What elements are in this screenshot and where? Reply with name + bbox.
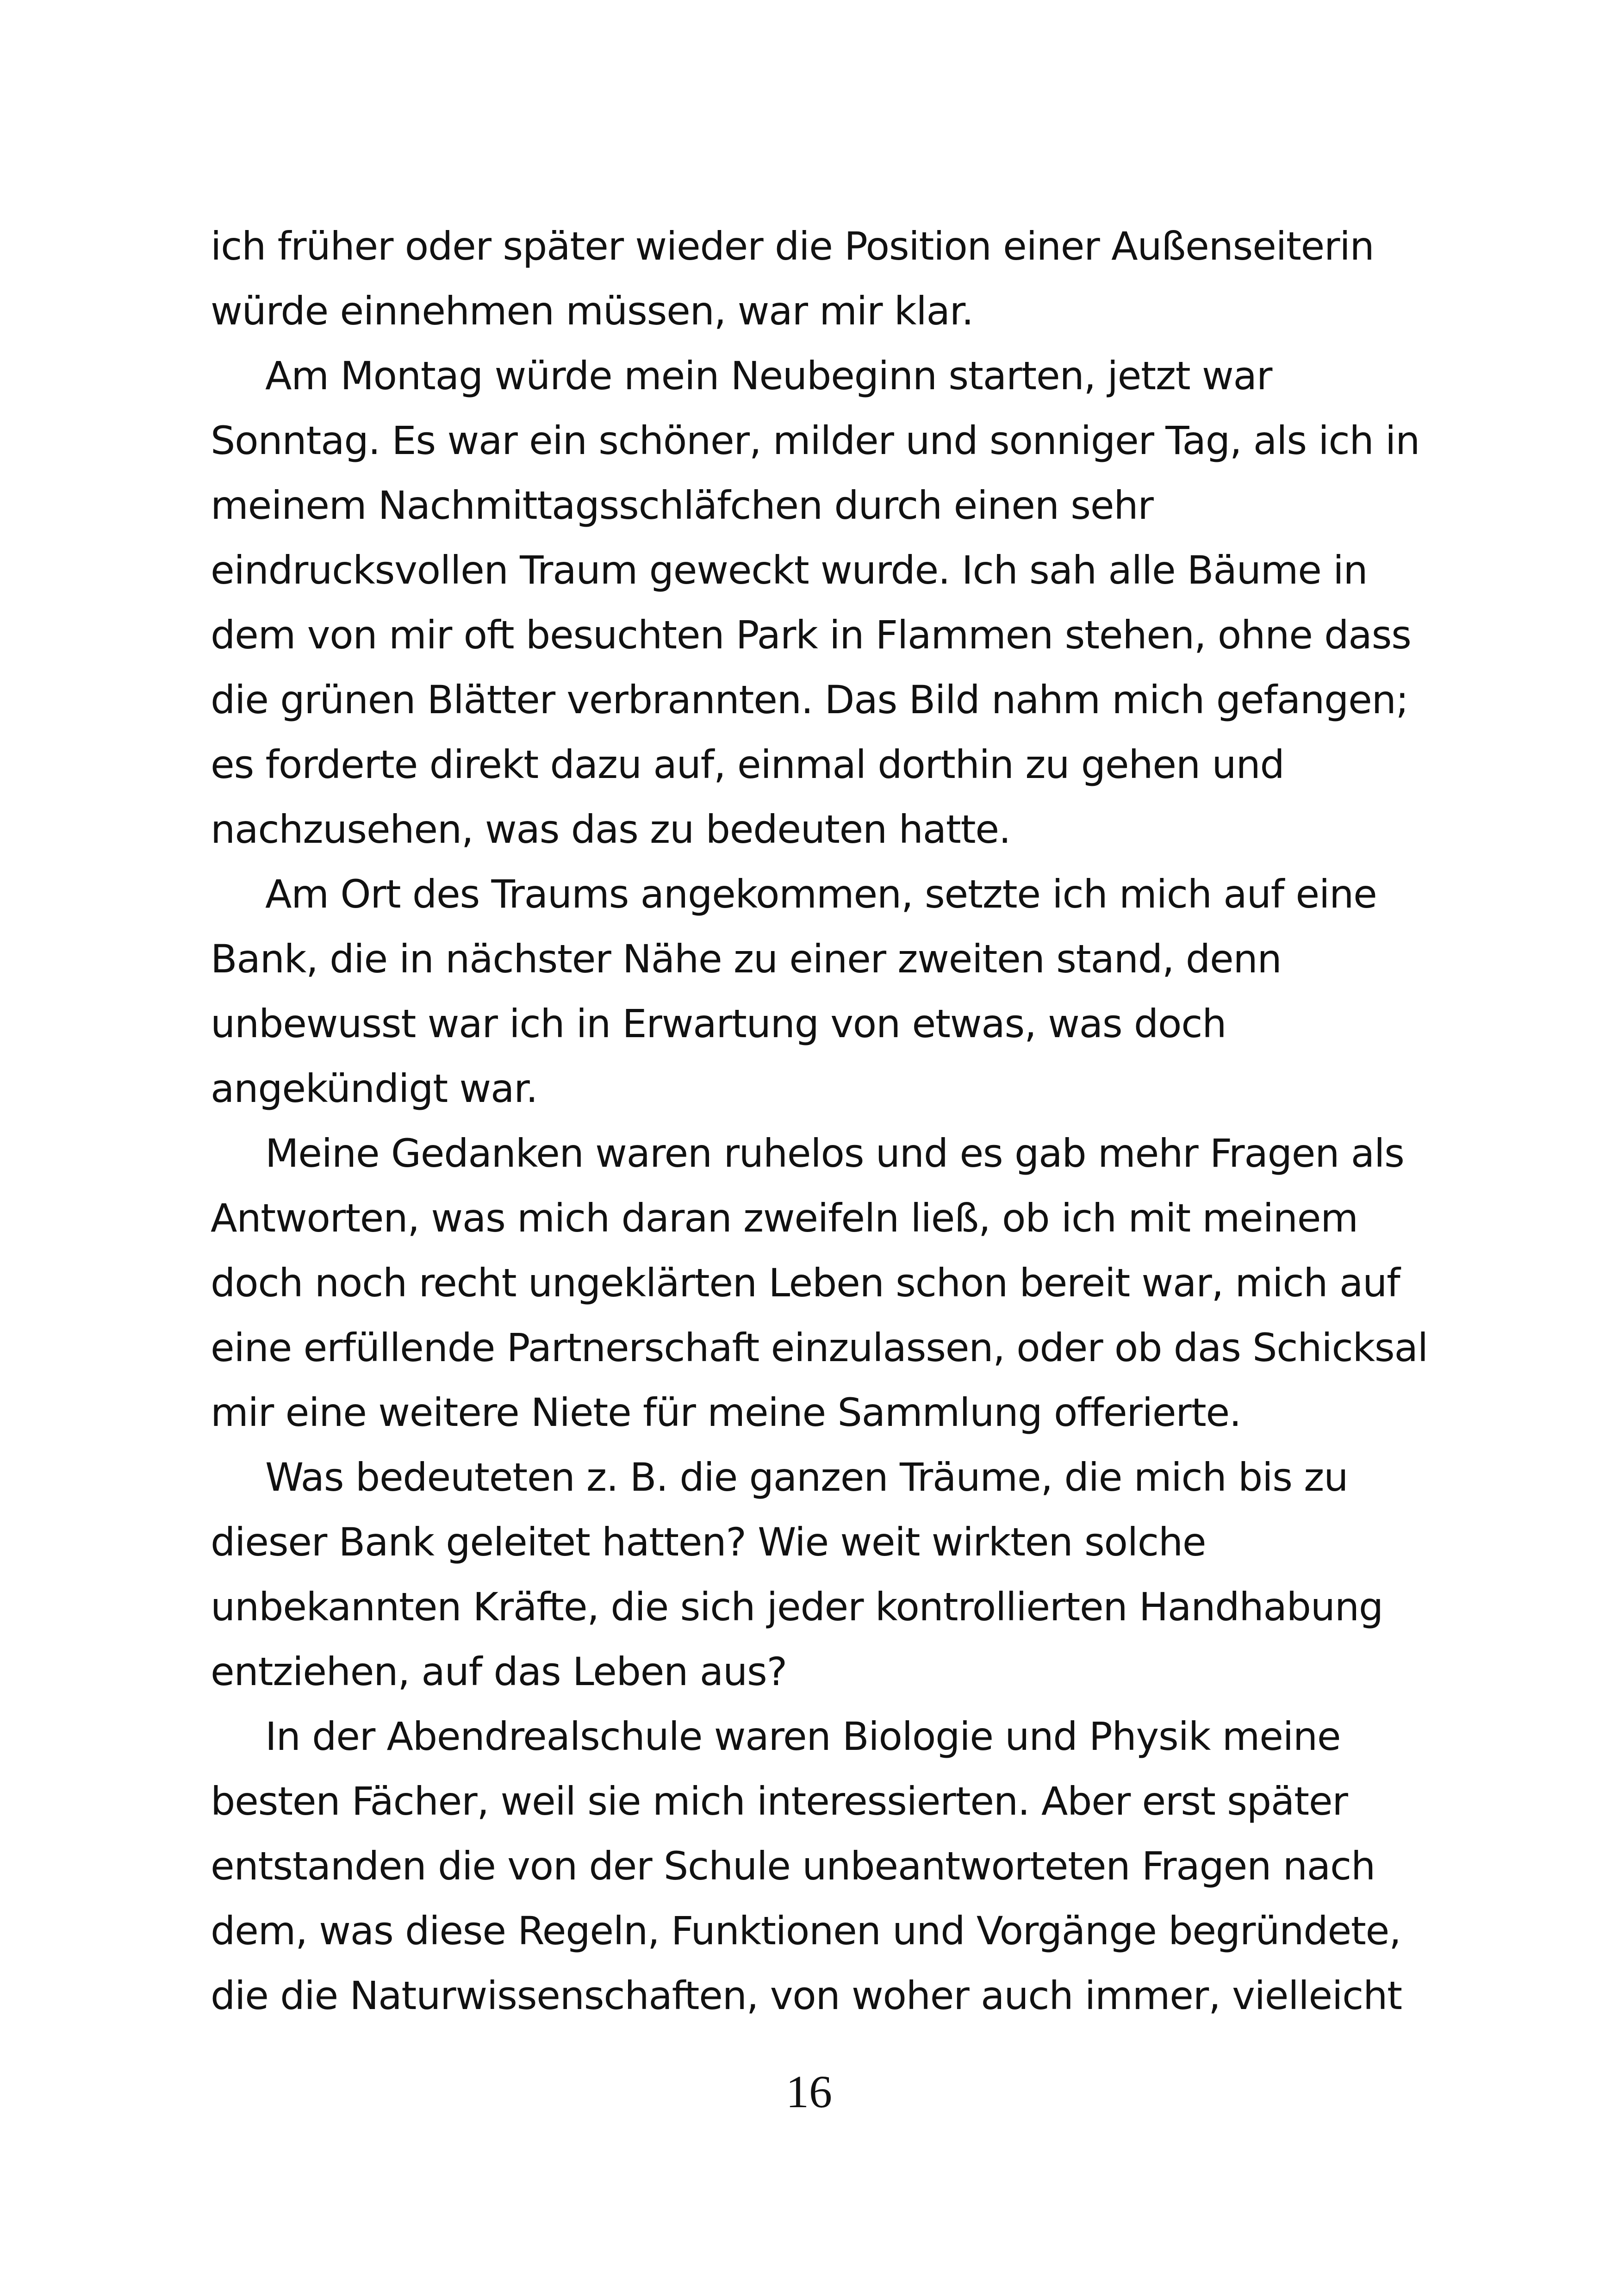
text-line: dem, was diese Regeln, Funktionen und Vorgänge begründete,: [211, 1908, 1401, 1954]
text-line: besten Fächer, weil sie mich interessierten. Aber erst später: [211, 1779, 1348, 1824]
text-line: die grünen Blätter verbrannten. Das Bild nahm mich gefangen;: [211, 677, 1408, 722]
text-line: Antworten, was mich daran zweifeln ließ, ob ich mit meinem: [211, 1195, 1358, 1241]
body-text: [211, 214, 1437, 2028]
text-line: unbekannten Kräfte, die sich jeder kontrollierten Handhabung: [211, 1584, 1383, 1630]
text-line: meinem Nachmittagsschläfchen durch einen sehr: [211, 483, 1153, 528]
paragraph-start-line: Am Ort des Traums angekommen, setzte ich mich auf eine: [265, 871, 1377, 917]
text-line: Bank, die in nächster Nähe zu einer zweiten stand, denn: [211, 936, 1282, 982]
text-line: dem von mir oft besuchten Park in Flammen stehen, ohne dass: [211, 612, 1411, 658]
text-line: eindrucksvollen Traum geweckt wurde. Ich sah alle Bäume in: [211, 548, 1368, 593]
text-line: nachzusehen, was das zu bedeuten hatte.: [211, 807, 1011, 852]
text-line: eine erfüllende Partnerschaft einzulassen, oder ob das Schicksal: [211, 1325, 1428, 1370]
text-line: doch noch recht ungeklärten Leben schon bereit war, mich auf: [211, 1260, 1400, 1306]
text-line: entstanden die von der Schule unbeantworteten Fragen nach: [211, 1843, 1375, 1889]
text-line: angekündigt war.: [211, 1066, 538, 1111]
text-line: mir eine weitere Niete für meine Sammlung offerierte.: [211, 1390, 1241, 1435]
paragraph-start-line: Am Montag würde mein Neubeginn starten, jetzt war: [265, 353, 1272, 398]
text-line: ich früher oder später wieder die Position einer Außenseiterin: [211, 224, 1374, 269]
paragraph-start-line: Was bedeuteten z. B. die ganzen Träume, die mich bis zu: [265, 1455, 1348, 1500]
text-line: entziehen, auf das Leben aus?: [211, 1649, 787, 1694]
page-number: 16: [786, 2066, 832, 2117]
text-line: unbewusst war ich in Erwartung von etwas, was doch: [211, 1001, 1226, 1046]
text-line: würde einnehmen müssen, war mir klar.: [211, 288, 973, 334]
text-line: die die Naturwissenschaften, von woher auch immer, vielleicht: [211, 1973, 1402, 2018]
paragraph-start-line: Meine Gedanken waren ruhelos und es gab mehr Fragen als: [265, 1131, 1404, 1176]
text-line: Sonntag. Es war ein schöner, milder und sonniger Tag, als ich in: [211, 418, 1420, 463]
paragraph-start-line: In der Abendrealschule waren Biologie und Physik meine: [265, 1714, 1341, 1759]
text-line: dieser Bank geleitet hatten? Wie weit wirkten solche: [211, 1519, 1206, 1565]
text-line: es forderte direkt dazu auf, einmal dorthin zu gehen und: [211, 742, 1284, 787]
